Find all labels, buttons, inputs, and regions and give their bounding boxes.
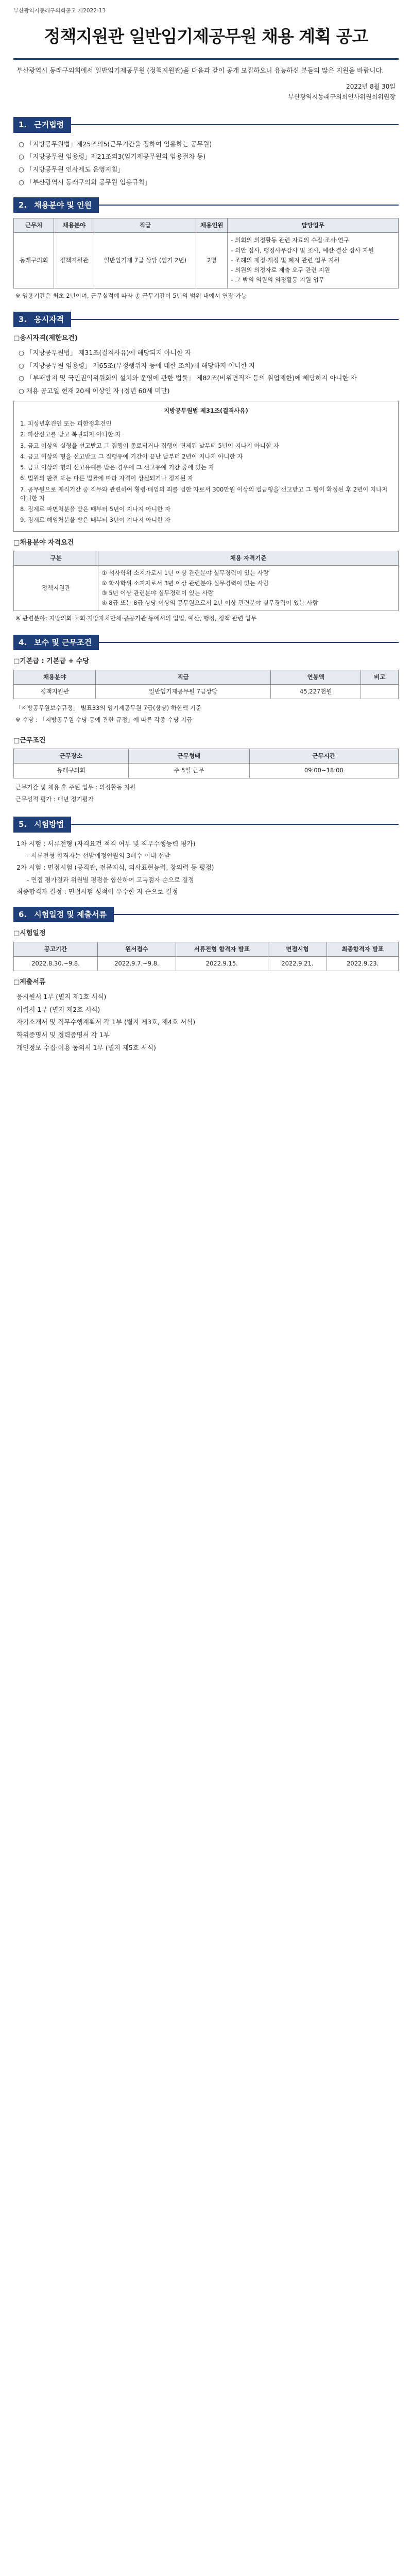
subsection-title: □ 기본급 : 기본급 + 수당 — [13, 656, 399, 667]
cell-field: 정책지원관 — [14, 566, 98, 611]
col-header: 채용분야 — [14, 670, 96, 684]
cell — [361, 684, 399, 699]
duty-item: - 조례의 제정·개정 및 폐지 관련 업무 지원 — [231, 256, 340, 264]
legal-list — [13, 138, 399, 189]
box-line: 3. 금고 이상의 실형을 선고받고 그 집행이 종료되거나 집행이 면제된 날부터 5년이 지나지 아니한 자 — [20, 442, 279, 449]
col-header: 담당업무 — [228, 218, 399, 233]
requirement-item: ④ 8급 또는 8급 상당 이상의 공무원으로서 2년 이상 관련분야 실무경력이 있는 사람 — [101, 599, 318, 606]
section-rule — [71, 124, 399, 125]
cell: 2022.9.15. — [176, 957, 268, 971]
section-rule — [99, 642, 399, 643]
cell-duties — [228, 233, 399, 288]
section-header-qualification — [13, 312, 399, 328]
section-rule — [114, 914, 399, 915]
cell: 일반임기제공무원 7급상당 — [96, 684, 271, 699]
qualification-item: ○ 「지방공무원법」 제31조(결격사유)에 해당되지 아니한 자 — [19, 348, 192, 357]
col-header: 구분 — [14, 551, 98, 566]
requirement-item: ① 석사학위 소지자로서 1년 이상 관련분야 실무경력이 있는 사람 — [101, 569, 269, 577]
box-line: 8. 징계로 파면처분을 받은 때부터 5년이 지나지 아니한 자 — [20, 505, 170, 513]
subsection-title: □ 채용분야 자격요건 — [13, 538, 399, 548]
exam-subline: - 면접 평가결과 위원별 평점을 합산하여 고득점자 순으로 결정 — [27, 876, 194, 884]
col-header: 근무처 — [14, 218, 54, 233]
box-line: 6. 법원의 판결 또는 다른 법률에 따라 자격이 상실되거나 정지된 자 — [20, 474, 194, 482]
table-row — [14, 233, 399, 288]
legal-item: ○ 「지방공무원 인사제도 운영지침」 — [19, 165, 124, 173]
duty-item: - 그 밖의 의원의 의정활동 지원 업무 — [231, 276, 324, 284]
schedule-table — [13, 942, 399, 972]
document-item: 학위증명서 및 경력증명서 각 1부 — [16, 1031, 110, 1039]
col-header: 직급 — [94, 218, 196, 233]
duty-item: - 의회의 의정활동 관련 자료의 수집·조사·연구 — [231, 236, 350, 244]
document-item: 이력서 1부 (별지 제2호 서식) — [16, 1005, 100, 1013]
qualification-item: ○ 「지방공무원 임용령」 제65조(부정행위자 등에 대한 조치)에 해당하지 아니한 자 — [19, 361, 255, 369]
col-header: 공고기간 — [14, 942, 98, 956]
section-number: 1. — [13, 117, 32, 133]
work-notes — [13, 778, 399, 809]
col-header: 근무장소 — [14, 749, 129, 764]
pay-notes — [13, 699, 399, 730]
recruit-table — [13, 218, 399, 289]
section-number: 3. — [13, 312, 32, 328]
requirement-table — [13, 551, 399, 611]
qualification-item: ○ 채용 공고일 현재 20세 이상인 자 (정년 60세 미만) — [19, 387, 170, 395]
section-label: 시험일정 및 제출서류 — [32, 907, 114, 923]
box-line: 5. 금고 이상의 형의 선고유예를 받은 경우에 그 선고유예 기간 중에 있는 자 — [20, 464, 214, 471]
cell: 2022.8.30.~9.8. — [14, 957, 98, 971]
section-label: 시험방법 — [32, 817, 71, 833]
col-header: 직급 — [96, 670, 271, 684]
notice-number: 부산광역시동래구의회공고 제2022-13 — [13, 8, 106, 14]
work-table — [13, 749, 399, 778]
intro-text: 부산광역시 동래구의회에서 일반임기제공무원 (정책지원관)을 다음과 같이 공개 모집하오니 유능하신 분들의 많은 지원을 바랍니다. — [16, 66, 384, 75]
legal-item: ○ 「지방공무원법」제25조의5(근무기간을 정하여 임용하는 공무원) — [19, 140, 212, 148]
col-header: 서류전형 합격자 발표 — [176, 942, 268, 956]
section-label: 근거법령 — [32, 117, 71, 133]
cell: 2022.9.23. — [327, 957, 399, 971]
note-line: 근무성적 평가 : 매년 정기평가 — [15, 795, 94, 803]
col-header: 채용 자격기준 — [98, 551, 399, 566]
disqualification-box — [13, 401, 399, 532]
section-header-legal — [13, 117, 399, 133]
box-line: 4. 금고 이상의 형을 선고받고 그 집행유예 기간이 끝난 날부터 2년이 지나지 아니한 자 — [20, 452, 243, 460]
section-header-schedule — [13, 907, 399, 923]
col-header: 연봉액 — [271, 670, 361, 684]
section-number: 6. — [13, 907, 32, 923]
cell: 09:00~18:00 — [249, 764, 398, 778]
section-rule — [71, 319, 399, 320]
cell: 45,227천원 — [271, 684, 361, 699]
section-label: 보수 및 근무조건 — [32, 635, 99, 651]
document-item: 응시원서 1부 (별지 제1호 서식) — [16, 992, 107, 1001]
cell: 정책지원관 — [14, 684, 96, 699]
col-header: 최종합격자 발표 — [327, 942, 399, 956]
table-row — [14, 764, 399, 778]
subsection-title: □ 근무조건 — [13, 736, 399, 746]
cell: 동래구의회 — [14, 764, 129, 778]
subsection-title: □ 시험일정 — [13, 928, 399, 939]
col-header: 원서접수 — [98, 942, 176, 956]
note-line: ※ 수당 : 「지방공무원 수당 등에 관한 규정」에 따른 각종 수당 지급 — [15, 716, 193, 724]
cell-count: 2명 — [196, 233, 228, 288]
section-rule — [71, 824, 399, 825]
subsection-title: □ 제출서류 — [13, 977, 399, 988]
cell: 2022.9.21. — [268, 957, 327, 971]
subsection-title: □ 응시자격(제한요건) — [13, 333, 399, 344]
notice-org: 부산광역시동래구의회인사위원회위원장 — [288, 93, 396, 100]
qualification-list — [13, 347, 399, 398]
cell: 2022.9.7.~9.8. — [98, 957, 176, 971]
exam-line: 1차 시험 : 서류전형 (자격요건 적격 여부 및 직무수행능력 평가) — [16, 839, 196, 848]
box-line: 2. 파산선고를 받고 복권되지 아니한 자 — [20, 431, 121, 438]
section-rule — [99, 205, 399, 206]
box-title: 지방공무원법 제31조(결격사유) — [164, 406, 248, 414]
col-header: 채용인원 — [196, 218, 228, 233]
notice-date: 2022년 8월 30일 — [346, 83, 396, 90]
section-label: 채용분야 및 인원 — [32, 197, 99, 213]
table-row — [14, 684, 399, 699]
cell-grade: 일반임기제 7급 상당 (임기 2년) — [94, 233, 196, 288]
col-header: 면접시험 — [268, 942, 327, 956]
exam-subline: - 서류전형 합격자는 선발예정인원의 3배수 이내 선발 — [27, 852, 170, 860]
box-line: 7. 공무원으로 재직기간 중 직무와 관련하여 횡령·배임의 죄를 범한 자로서 300만원 이상의 벌금형을 선고받고 그 형이 확정된 후 2년이 지나지 아니한 자 — [20, 485, 388, 502]
cell-field: 정책지원관 — [54, 233, 94, 288]
document-item: 자기소개서 및 직무수행계획서 각 1부 (별지 제3호, 제4호 서식) — [16, 1018, 196, 1026]
recruit-note: ※ 임용기간은 최초 2년이며, 근무실적에 따라 총 근무기간이 5년의 범위 내에서 연장 가능 — [15, 292, 247, 299]
requirement-item: ③ 5년 이상 관련분야 실무경력이 있는 사람 — [101, 589, 214, 597]
cell: 주 5일 근무 — [129, 764, 250, 778]
section-header-pay — [13, 635, 399, 651]
qualification-item: ○ 「부패방지 및 국민권익위원회의 설치와 운영에 관한 법률」 제82조(비위면직자 등의 취업제한)에 해당하지 아니한 자 — [19, 374, 357, 382]
col-header: 채용분야 — [54, 218, 94, 233]
table-row — [14, 957, 399, 971]
section-number: 4. — [13, 635, 32, 651]
legal-item: ○ 「부산광역시 동래구의회 공무원 임용규칙」 — [19, 178, 151, 186]
box-line: 1. 피성년후견인 또는 피한정후견인 — [20, 420, 112, 427]
box-line: 9. 징계로 해임처분을 받은 때부터 3년이 지나지 아니한 자 — [20, 516, 170, 524]
section-header-exam — [13, 817, 399, 833]
note-line: 「지방공무원보수규정」 별표33의 임기제공무원 7급(상당) 하한액 기준 — [15, 704, 202, 711]
section-label: 응시자격 — [32, 312, 71, 328]
col-header: 근무형태 — [129, 749, 250, 764]
exam-line: 2차 시험 : 면접시험 (공직관, 전문지식, 의사표현능력, 창의력 등 평정) — [16, 863, 214, 872]
duty-item: - 의원의 의정자료 제출 요구 관련 지원 — [231, 266, 331, 274]
section-header-recruit — [13, 197, 399, 213]
exam-line: 최종합격자 결정 : 면접시험 성적이 우수한 자 순으로 결정 — [16, 888, 178, 895]
document-item: 개인정보 수집·이용 동의서 1부 (별지 제5호 서식) — [16, 1043, 156, 1052]
page-title: 정책지원관 일반임기제공무원 채용 계획 공고 — [13, 15, 399, 60]
section-number: 5. — [13, 817, 32, 833]
col-header: 비고 — [361, 670, 399, 684]
note-line: 근무기간 및 채용 후 주된 업무 : 의정활동 지원 — [15, 783, 136, 791]
content-spacer — [13, 1055, 399, 2576]
table-row — [14, 566, 399, 611]
requirement-item: ② 학사학위 소지자로서 3년 이상 관련분야 실무경력이 있는 사람 — [101, 579, 269, 587]
legal-item: ○ 「지방공무원 임용령」제21조의3(임기제공무원의 임용절차 등) — [19, 152, 206, 161]
requirement-note: ※ 관련분야: 지방의회·국회·지방자치단체·공공기관 등에서의 입법, 예산, 행정, 정책 관련 업무 — [15, 615, 257, 622]
pay-table — [13, 670, 399, 700]
duty-item: - 의안 심사, 행정사무감사 및 조사, 예산·결산 심사 지원 — [231, 246, 374, 254]
section-number: 2. — [13, 197, 32, 213]
cell-requirements — [98, 566, 399, 611]
col-header: 근무시간 — [249, 749, 398, 764]
cell-place: 동래구의회 — [14, 233, 54, 288]
